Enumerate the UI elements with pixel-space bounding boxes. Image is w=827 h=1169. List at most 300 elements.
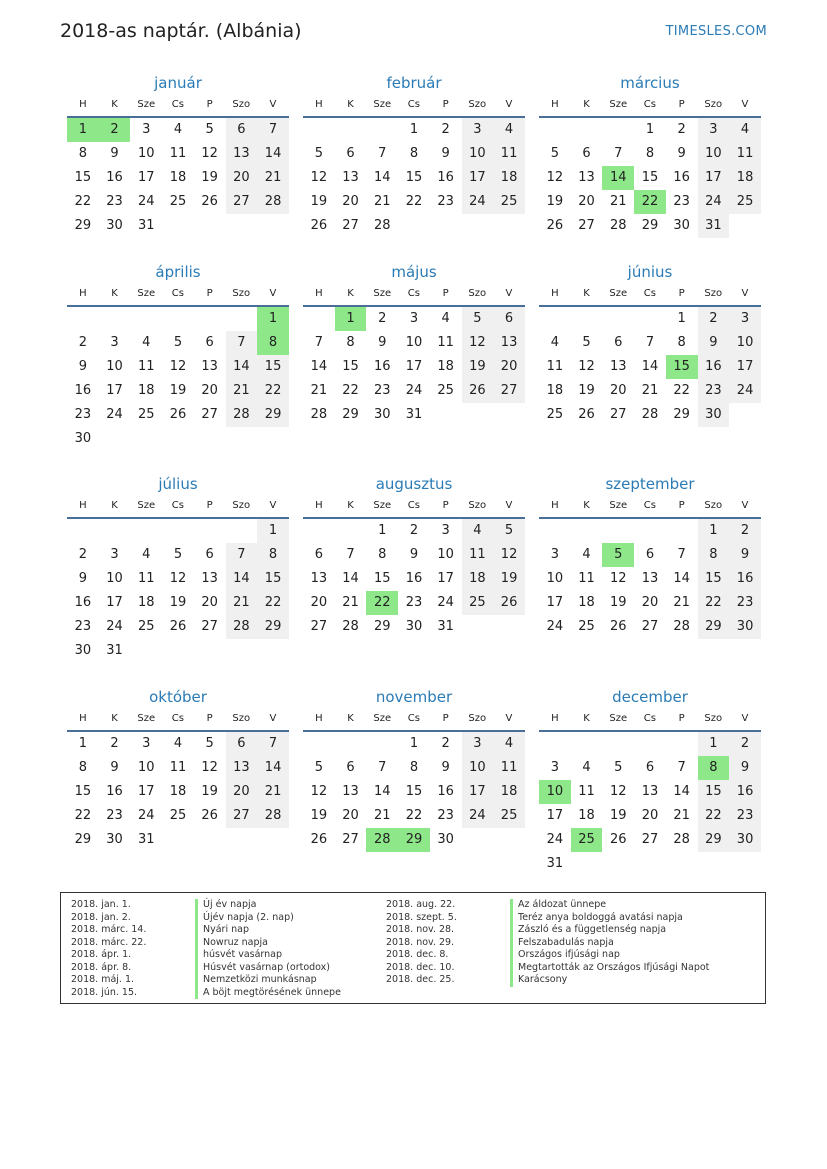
day-cell: 26 <box>609 619 627 634</box>
day-cell: 22 <box>257 591 289 615</box>
day-cell: 22 <box>74 808 92 823</box>
day-cell: 12 <box>201 760 218 775</box>
empty-cell <box>303 519 335 543</box>
weekday-header <box>539 495 761 519</box>
legend-row <box>71 937 341 950</box>
weekday-label: Szo <box>232 99 251 110</box>
day-cell: 27 <box>342 218 359 233</box>
weekday-label: V <box>741 713 749 724</box>
day-cell: 8 <box>78 760 87 775</box>
day-cell: 14 <box>673 571 690 586</box>
legend-date: 2018. jún. 15. <box>71 986 138 998</box>
day-cell: 30 <box>698 403 730 427</box>
day-cell: 19 <box>310 194 328 209</box>
day-cell: 9 <box>110 760 119 775</box>
day-cell: 31 <box>405 407 423 422</box>
day-cell: 16 <box>106 170 123 185</box>
weekday-label: P <box>442 288 449 299</box>
day-cell: 21 <box>641 383 659 398</box>
weekday-label: P <box>678 500 685 511</box>
day-cell: 16 <box>106 784 123 799</box>
day-cell: 21 <box>310 383 328 398</box>
day-cell: 8 <box>409 760 419 775</box>
day-cell: 30 <box>729 615 761 639</box>
day-cell: 25 <box>137 407 155 422</box>
day-cell: 13 <box>493 331 525 355</box>
empty-cell <box>366 732 398 756</box>
day-cell: 10 <box>437 547 454 562</box>
day-cell: 5 <box>550 146 559 161</box>
day-grid <box>303 732 525 852</box>
day-cell: 11 <box>546 359 564 374</box>
holiday-day-cell: 2 <box>99 118 131 142</box>
day-cell: 2 <box>729 732 761 756</box>
day-cell: 14 <box>342 571 359 586</box>
weekday-label: Sze <box>137 713 156 724</box>
day-cell: 16 <box>405 571 423 586</box>
day-grid <box>303 519 525 639</box>
legend-holiday-name: húsvét vasárnap <box>195 949 282 962</box>
legend-row <box>386 962 709 975</box>
legend-row <box>71 924 341 937</box>
day-cell: 5 <box>493 519 525 543</box>
weekday-label: Sze <box>373 99 392 110</box>
day-cell: 3 <box>409 311 419 326</box>
empty-cell <box>335 519 367 543</box>
weekday-label: Sze <box>609 713 628 724</box>
day-cell: 27 <box>641 832 659 847</box>
day-cell: 27 <box>493 379 525 403</box>
day-grid <box>303 307 525 427</box>
weekday-label: V <box>269 288 277 299</box>
day-cell: 1 <box>677 311 686 326</box>
day-cell: 9 <box>441 760 450 775</box>
weekday-label: Cs <box>171 99 184 110</box>
empty-cell <box>67 307 99 331</box>
legend-holiday-name: Nowruz napja <box>195 937 268 950</box>
day-cell: 23 <box>106 808 123 823</box>
day-cell: 10 <box>546 571 564 586</box>
weekday-label: H <box>79 99 87 110</box>
holiday-day-cell: 1 <box>257 307 289 331</box>
weekday-header <box>303 94 525 118</box>
empty-cell <box>571 118 603 142</box>
weekday-label: Szo <box>468 99 487 110</box>
day-cell: 10 <box>137 760 155 775</box>
day-cell: 17 <box>106 383 123 398</box>
weekday-label: Szo <box>232 288 251 299</box>
day-cell: 3 <box>550 547 559 562</box>
empty-cell <box>335 732 367 756</box>
day-cell: 3 <box>441 523 450 538</box>
weekday-label: H <box>315 288 323 299</box>
weekday-label: Szo <box>704 99 723 110</box>
weekday-label: Sze <box>137 500 156 511</box>
day-cell: 5 <box>314 146 323 161</box>
legend-date: 2018. jan. 2. <box>71 911 131 923</box>
day-cell: 26 <box>169 407 187 422</box>
day-cell: 10 <box>137 146 155 161</box>
weekday-label: V <box>741 99 749 110</box>
empty-cell <box>602 732 634 756</box>
day-cell: 27 <box>641 619 659 634</box>
day-cell: 7 <box>226 543 258 567</box>
day-cell: 24 <box>106 407 123 422</box>
day-cell: 20 <box>342 808 359 823</box>
day-cell: 12 <box>609 784 627 799</box>
legend-row <box>71 899 341 912</box>
day-cell: 19 <box>169 383 187 398</box>
day-cell: 1 <box>409 122 419 137</box>
day-cell: 11 <box>437 335 454 350</box>
day-cell: 13 <box>226 142 258 166</box>
day-cell: 7 <box>645 335 655 350</box>
day-cell: 4 <box>493 118 525 142</box>
empty-cell <box>194 307 226 331</box>
legend-row <box>386 924 709 937</box>
empty-cell <box>539 519 571 543</box>
day-cell: 7 <box>257 118 289 142</box>
day-cell: 10 <box>698 142 730 166</box>
day-cell: 6 <box>614 335 623 350</box>
weekday-header <box>539 94 761 118</box>
day-cell: 12 <box>462 331 494 355</box>
day-cell: 2 <box>698 307 730 331</box>
month-name: március <box>620 74 680 92</box>
day-cell: 10 <box>106 571 123 586</box>
weekday-label: Sze <box>137 99 156 110</box>
day-cell: 27 <box>578 218 595 233</box>
day-cell: 18 <box>578 595 595 610</box>
weekday-label: Szo <box>232 713 251 724</box>
day-cell: 24 <box>106 619 123 634</box>
day-grid <box>67 519 289 663</box>
empty-cell <box>226 519 258 543</box>
day-cell: 21 <box>373 808 391 823</box>
holiday-day-cell: 28 <box>366 828 398 852</box>
day-cell: 15 <box>74 784 92 799</box>
day-cell: 12 <box>493 543 525 567</box>
weekday-header <box>67 283 289 307</box>
day-cell: 29 <box>373 619 391 634</box>
weekday-label: P <box>206 288 213 299</box>
day-cell: 28 <box>226 403 258 427</box>
empty-cell <box>634 519 666 543</box>
day-cell: 11 <box>169 760 187 775</box>
day-cell: 5 <box>314 760 323 775</box>
day-cell: 7 <box>378 760 387 775</box>
day-cell: 17 <box>137 784 155 799</box>
empty-cell <box>303 732 335 756</box>
legend-holiday-name: Nemzetközi munkásnap <box>195 974 317 987</box>
day-cell: 25 <box>546 407 564 422</box>
day-cell: 15 <box>698 780 730 804</box>
day-cell: 17 <box>729 355 761 379</box>
day-cell: 2 <box>441 122 450 137</box>
day-cell: 28 <box>310 407 328 422</box>
day-cell: 19 <box>169 595 187 610</box>
day-cell: 15 <box>342 359 359 374</box>
day-cell: 23 <box>106 194 123 209</box>
legend-date: 2018. dec. 10. <box>386 961 455 973</box>
day-cell: 27 <box>201 619 218 634</box>
day-cell: 18 <box>493 166 525 190</box>
day-cell: 29 <box>342 407 359 422</box>
weekday-header <box>303 283 525 307</box>
weekday-label: Cs <box>643 288 656 299</box>
day-cell: 25 <box>169 808 187 823</box>
empty-cell <box>634 732 666 756</box>
weekday-header <box>303 495 525 519</box>
day-cell: 23 <box>405 595 423 610</box>
day-cell: 24 <box>137 194 155 209</box>
day-cell: 23 <box>673 194 690 209</box>
day-cell: 19 <box>201 170 218 185</box>
day-cell: 15 <box>373 571 391 586</box>
day-cell: 22 <box>342 383 359 398</box>
day-cell: 18 <box>578 808 595 823</box>
weekday-label: K <box>347 288 354 299</box>
day-cell: 28 <box>673 832 690 847</box>
day-cell: 21 <box>257 780 289 804</box>
day-cell: 6 <box>645 547 655 562</box>
legend-date: 2018. máj. 1. <box>71 974 135 985</box>
empty-cell <box>539 307 571 331</box>
day-cell: 9 <box>441 146 450 161</box>
day-cell: 17 <box>698 166 730 190</box>
day-cell: 19 <box>578 383 595 398</box>
day-cell: 14 <box>641 359 659 374</box>
day-cell: 7 <box>314 335 323 350</box>
day-cell: 18 <box>462 567 494 591</box>
weekday-label: H <box>315 713 323 724</box>
day-cell: 31 <box>137 832 155 847</box>
day-cell: 21 <box>673 808 690 823</box>
day-cell: 23 <box>729 591 761 615</box>
day-cell: 14 <box>226 567 258 591</box>
day-cell: 31 <box>137 218 155 233</box>
day-cell: 17 <box>106 595 123 610</box>
day-cell: 30 <box>74 643 92 658</box>
month-name: május <box>391 263 437 281</box>
day-cell: 4 <box>582 547 591 562</box>
holiday-day-cell: 15 <box>666 355 698 379</box>
month-október <box>67 686 289 852</box>
day-cell: 10 <box>405 335 423 350</box>
empty-cell <box>571 307 603 331</box>
day-cell: 9 <box>698 331 730 355</box>
day-grid <box>539 519 761 639</box>
day-cell: 26 <box>310 832 328 847</box>
legend-holiday-name: Teréz anya boldoggá avatási napja <box>510 912 683 925</box>
weekday-label: Cs <box>171 713 184 724</box>
month-name: július <box>158 475 198 493</box>
day-cell: 26 <box>169 619 187 634</box>
month-name: augusztus <box>375 475 453 493</box>
day-cell: 8 <box>645 146 655 161</box>
month-január <box>67 72 289 238</box>
day-cell: 11 <box>137 359 155 374</box>
day-cell: 19 <box>310 808 328 823</box>
holiday-legend <box>60 892 766 1004</box>
month-május <box>303 261 525 427</box>
day-cell: 8 <box>409 146 419 161</box>
day-cell: 18 <box>169 170 187 185</box>
day-cell: 23 <box>437 808 454 823</box>
day-cell: 16 <box>437 784 454 799</box>
weekday-label: K <box>111 288 118 299</box>
weekday-label: K <box>583 500 590 511</box>
day-cell: 29 <box>673 407 690 422</box>
day-cell: 29 <box>698 828 730 852</box>
day-cell: 16 <box>373 359 391 374</box>
day-cell: 28 <box>342 619 359 634</box>
day-cell: 4 <box>462 519 494 543</box>
day-cell: 7 <box>346 547 355 562</box>
day-cell: 6 <box>205 547 214 562</box>
weekday-label: Sze <box>373 288 392 299</box>
day-cell: 16 <box>698 355 730 379</box>
day-cell: 8 <box>78 146 87 161</box>
day-cell: 4 <box>441 311 450 326</box>
day-grid <box>539 732 761 876</box>
day-cell: 9 <box>78 359 87 374</box>
month-name: szeptember <box>605 475 695 493</box>
day-cell: 24 <box>405 383 423 398</box>
day-cell: 21 <box>342 595 359 610</box>
day-cell: 9 <box>378 335 387 350</box>
day-cell: 18 <box>729 166 761 190</box>
day-cell: 24 <box>546 619 564 634</box>
day-cell: 25 <box>169 194 187 209</box>
weekday-label: K <box>347 99 354 110</box>
day-cell: 10 <box>729 331 761 355</box>
day-cell: 5 <box>582 335 591 350</box>
day-cell: 18 <box>137 383 155 398</box>
legend-column-left <box>71 899 341 999</box>
legend-row <box>386 899 709 912</box>
day-cell: 14 <box>226 355 258 379</box>
day-cell: 9 <box>729 543 761 567</box>
day-cell: 4 <box>142 335 151 350</box>
month-name: január <box>154 74 202 92</box>
holiday-day-cell: 10 <box>539 780 571 804</box>
day-cell: 12 <box>546 170 564 185</box>
day-cell: 20 <box>310 595 328 610</box>
holiday-day-cell: 25 <box>571 828 603 852</box>
day-cell: 14 <box>373 170 391 185</box>
day-cell: 15 <box>405 784 423 799</box>
weekday-label: K <box>583 99 590 110</box>
day-cell: 25 <box>729 190 761 214</box>
holiday-day-cell: 22 <box>634 190 666 214</box>
weekday-label: Cs <box>171 500 184 511</box>
legend-holiday-name: Felszabadulás napja <box>510 937 614 950</box>
day-cell: 21 <box>257 166 289 190</box>
day-cell: 10 <box>462 756 494 780</box>
day-cell: 16 <box>74 595 92 610</box>
day-cell: 16 <box>74 383 92 398</box>
empty-cell <box>162 307 194 331</box>
day-cell: 25 <box>493 190 525 214</box>
holiday-day-cell: 8 <box>698 756 730 780</box>
weekday-label: K <box>111 99 118 110</box>
day-cell: 6 <box>226 118 258 142</box>
day-cell: 12 <box>169 571 187 586</box>
weekday-label: Szo <box>704 288 723 299</box>
day-cell: 1 <box>698 519 730 543</box>
day-cell: 11 <box>493 142 525 166</box>
empty-cell <box>602 118 634 142</box>
day-cell: 13 <box>310 571 328 586</box>
day-cell: 1 <box>698 732 730 756</box>
holiday-day-cell: 22 <box>366 591 398 615</box>
day-cell: 11 <box>462 543 494 567</box>
legend-row <box>71 987 341 1000</box>
day-cell: 9 <box>729 756 761 780</box>
day-cell: 13 <box>201 359 218 374</box>
day-cell: 23 <box>74 619 92 634</box>
day-cell: 15 <box>405 170 423 185</box>
legend-row <box>386 937 709 950</box>
weekday-label: Cs <box>643 99 656 110</box>
day-cell: 20 <box>641 808 659 823</box>
weekday-label: K <box>347 713 354 724</box>
day-cell: 31 <box>437 619 454 634</box>
day-cell: 1 <box>378 523 387 538</box>
day-cell: 13 <box>609 359 627 374</box>
day-cell: 20 <box>578 194 595 209</box>
legend-date: 2018. nov. 28. <box>386 924 455 935</box>
day-cell: 4 <box>493 732 525 756</box>
weekday-header <box>539 283 761 307</box>
weekday-header <box>539 708 761 732</box>
day-cell: 18 <box>546 383 564 398</box>
brand-link[interactable]: TIMESLES.COM <box>665 24 767 39</box>
weekday-label: H <box>315 500 323 511</box>
weekday-label: P <box>206 713 213 724</box>
weekday-label: Sze <box>609 500 628 511</box>
month-name: október <box>149 688 207 706</box>
day-cell: 17 <box>405 359 423 374</box>
day-cell: 30 <box>373 407 391 422</box>
weekday-label: H <box>551 713 559 724</box>
day-cell: 15 <box>257 355 289 379</box>
day-cell: 21 <box>226 379 258 403</box>
weekday-label: V <box>505 713 513 724</box>
empty-cell <box>130 307 162 331</box>
day-cell: 20 <box>201 383 218 398</box>
day-cell: 20 <box>342 194 359 209</box>
day-cell: 3 <box>729 307 761 331</box>
day-cell: 16 <box>673 170 690 185</box>
empty-cell <box>99 307 131 331</box>
month-november <box>303 686 525 852</box>
weekday-label: V <box>269 713 277 724</box>
holiday-day-cell: 1 <box>335 307 367 331</box>
weekday-header <box>67 94 289 118</box>
day-cell: 24 <box>698 190 730 214</box>
month-június <box>539 261 761 427</box>
day-cell: 17 <box>546 808 564 823</box>
day-cell: 13 <box>342 170 359 185</box>
empty-cell <box>67 519 99 543</box>
day-cell: 13 <box>342 784 359 799</box>
month-name: december <box>612 688 688 706</box>
day-cell: 23 <box>74 407 92 422</box>
weekday-label: Cs <box>171 288 184 299</box>
legend-date: 2018. aug. 22. <box>386 899 456 910</box>
